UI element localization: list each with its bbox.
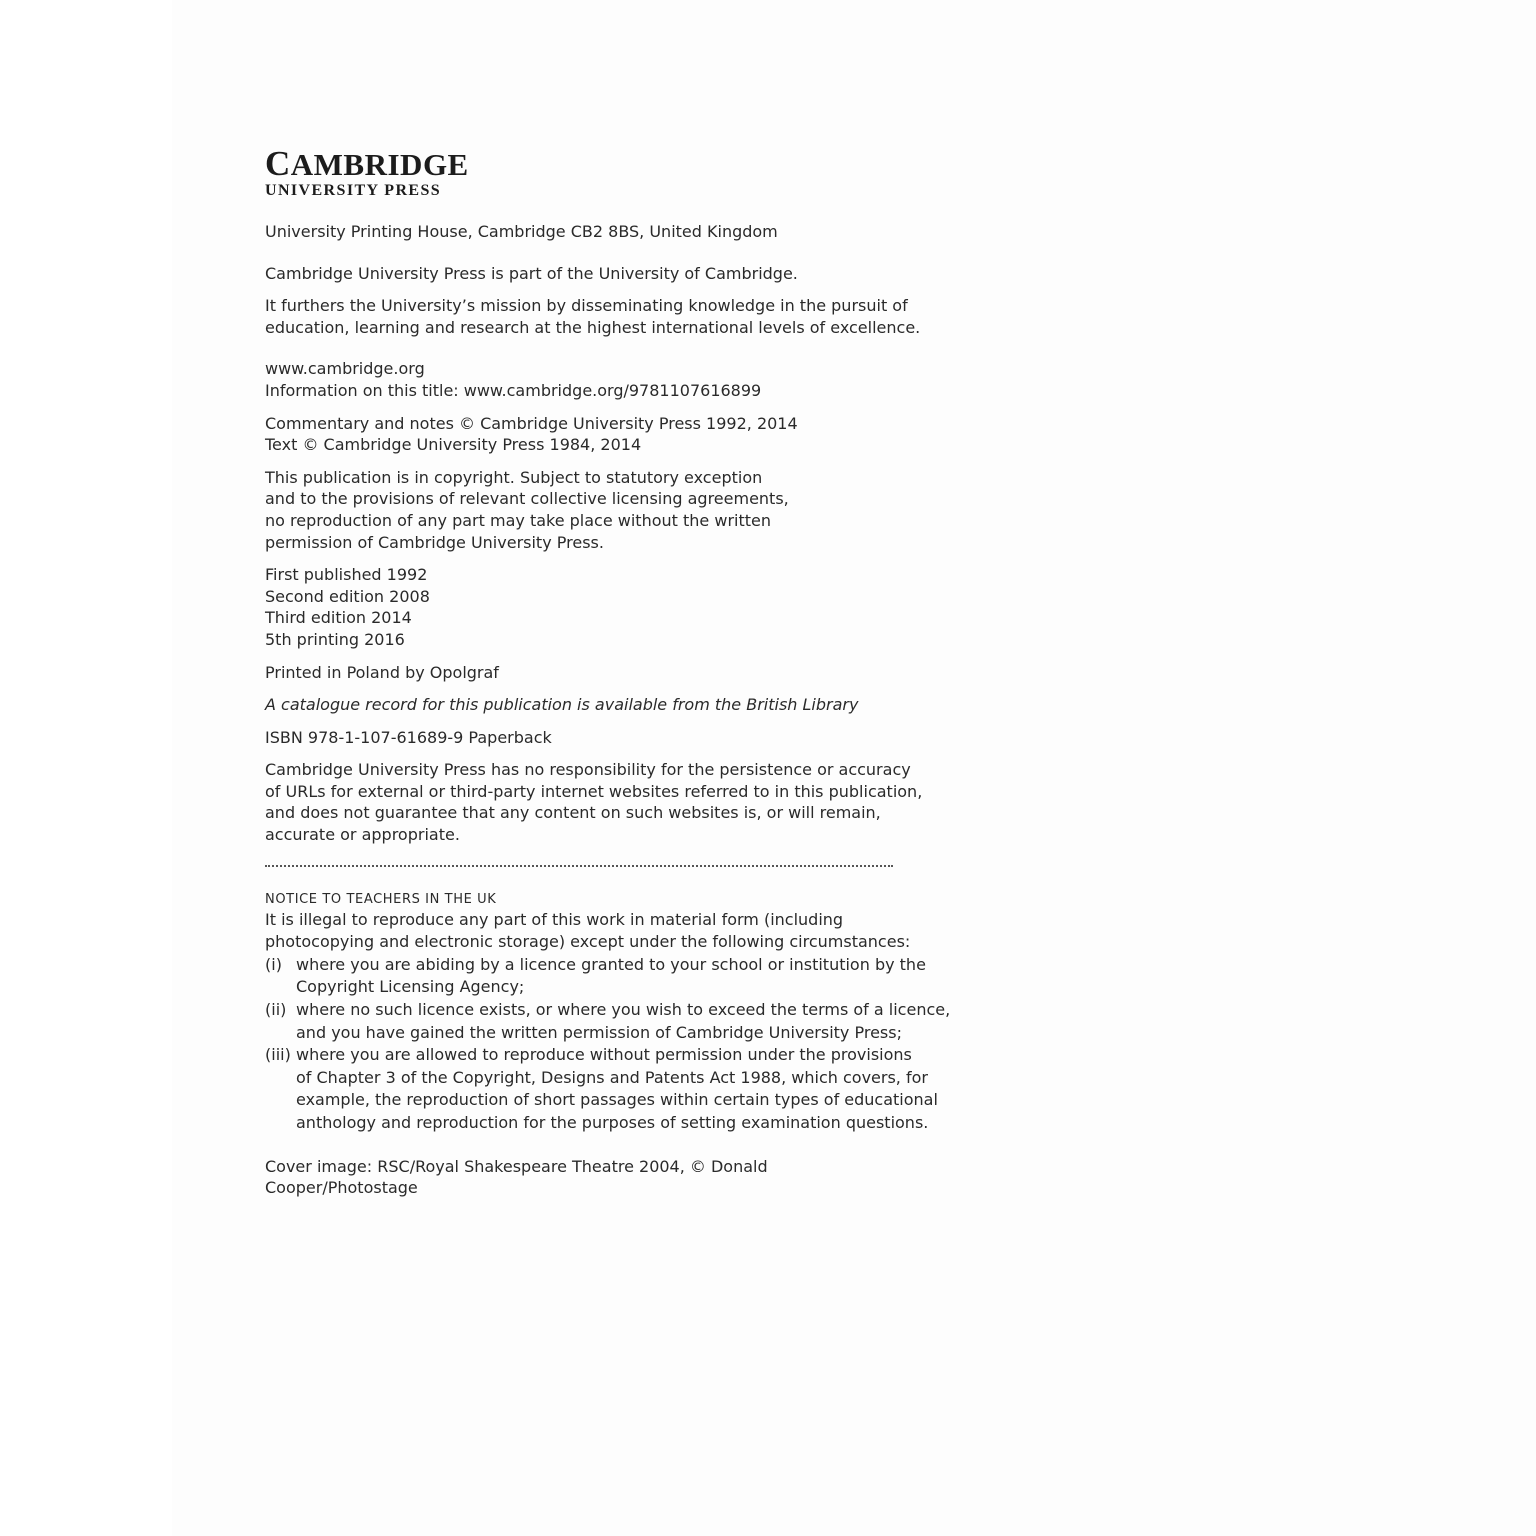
url-disclaimer: Cambridge University Press has no responsibility for the persistence or accuracy of URLs for external or third-party internet websites referred to in this publication, and does not guarantee that any content on such websites is, or will remain, accurate or appropriate. [265, 760, 923, 845]
isbn: ISBN 978-1-107-61689-9 Paperback [265, 727, 552, 747]
printer-info: Printed in Poland by Opolgraf [265, 662, 499, 682]
notice-item-marker: (ii) [265, 1000, 287, 1020]
notice-intro: It is illegal to reproduce any part of this work in material form (including photocopying and electronic storage) except under the following circumstances: [265, 909, 911, 952]
imprint-page [265, 144, 951, 1199]
title-info-link[interactable]: Information on this title: www.cambridge.org/9781107616899 [265, 380, 762, 400]
notice-heading: NOTICE TO TEACHERS IN THE UK [265, 891, 497, 907]
logo-wordmark: CAMBRIDGE [265, 144, 469, 183]
notice-item-i [265, 954, 926, 999]
logo-subtitle: UNIVERSITY PRESS [265, 182, 442, 199]
cambridge-university-press-logo [265, 144, 905, 199]
notice-item-iii [265, 1044, 938, 1134]
copyright-statement: This publication is in copyright. Subject to statutory exception and to the provisions of relevant collective licensing agreements, no reproduction of any part may take place without the written permission of Cambridge University Press. [265, 467, 789, 552]
notice-item-ii [265, 999, 951, 1044]
notice-item-text: where you are abiding by a licence granted to your school or institution by the Copyright Licensing Agency; [296, 954, 926, 997]
notice-item-marker: (iii) [265, 1045, 291, 1065]
dotted-divider [265, 865, 893, 867]
notice-item-text: where you are allowed to reproduce without permission under the provisions of Chapter 3 of the Copyright, Designs and Patents Act 1988, which covers, for example, the reproduction of short passages within certain types of educational anthology and reproduction for the purposes of setting examination questions. [296, 1045, 938, 1132]
mission-statement: It furthers the University’s mission by disseminating knowledge in the pursuit of education, learning and research at the highest international levels of excellence. [265, 296, 921, 337]
catalogue-record: A catalogue record for this publication is available from the British Library [265, 695, 859, 715]
publisher-address: University Printing House, Cambridge CB2 8BS, United Kingdom [265, 222, 778, 241]
cover-image-credit: Cover image: RSC/Royal Shakespeare Theatre 2004, © Donald Cooper/Photostage [265, 1156, 768, 1198]
website-link[interactable]: www.cambridge.org [265, 359, 425, 379]
edition-history: First published 1992 Second edition 2008 Third edition 2014 5th printing 2016 [265, 565, 430, 649]
notice-item-text: where no such licence exists, or where you wish to exceed the terms of a licence, and you have gained the written permission of Cambridge University Press; [296, 1000, 951, 1042]
web-info [265, 358, 905, 401]
notice-item-marker: (i) [265, 954, 282, 974]
university-affiliation: Cambridge University Press is part of the University of Cambridge. [265, 263, 798, 283]
copyright-notice: Commentary and notes © Cambridge University Press 1992, 2014 Text © Cambridge University Press 1984, 2014 [265, 413, 798, 455]
